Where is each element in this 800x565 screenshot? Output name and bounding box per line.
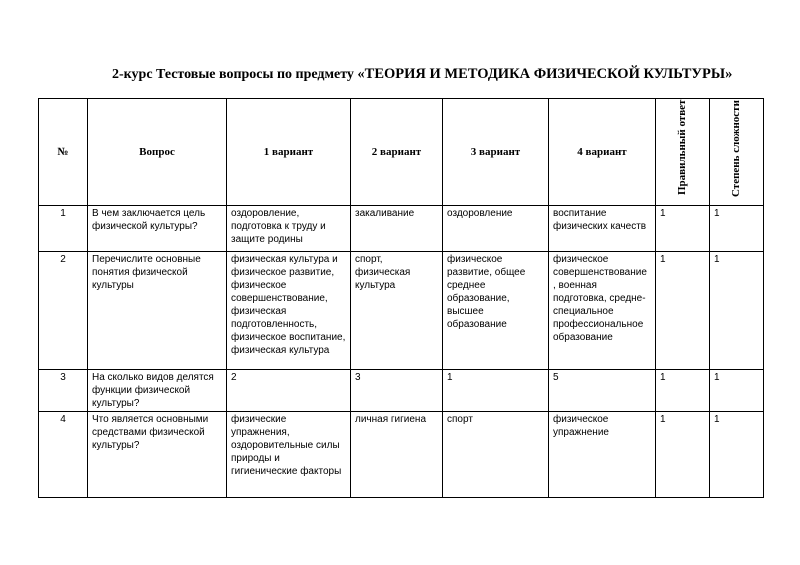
variant-1-cell: оздоровление, подготовка к труду и защите родины xyxy=(227,206,351,252)
variant-1-cell: 2 xyxy=(227,370,351,412)
row-number: 3 xyxy=(39,370,88,412)
question-cell: В чем заключается цель физической культуры? xyxy=(88,206,227,252)
difficulty-cell: 1 xyxy=(710,206,764,252)
table-row xyxy=(39,412,764,498)
variant-1-cell: физические упражнения, оздоровительные силы природы и гигиенические факторы xyxy=(227,412,351,498)
title-subject: «ТЕОРИЯ И МЕТОДИКА ФИЗИЧЕСКОЙ КУЛЬТУРЫ» xyxy=(357,66,733,82)
question-cell: На сколько видов делятся функции физической культуры? xyxy=(88,370,227,412)
variant-1-cell: физическая культура и физическое развитие, физическое совершенствование, физическая подготовленность, физическое воспитание, физическая культура xyxy=(227,252,351,370)
row-number: 4 xyxy=(39,412,88,498)
header-difficulty: Степень сложности xyxy=(710,99,764,206)
document-title xyxy=(112,66,752,83)
row-number: 1 xyxy=(39,206,88,252)
variant-4-cell: 5 xyxy=(549,370,656,412)
variant-3-cell: оздоровление xyxy=(443,206,549,252)
question-cell: Что является основными средствами физической культуры? xyxy=(88,412,227,498)
header-variant-2: 2 вариант xyxy=(351,99,443,206)
header-correct-answer: Правильный ответ xyxy=(656,99,710,206)
header-variant-3: 3 вариант xyxy=(443,99,549,206)
variant-3-cell: 1 xyxy=(443,370,549,412)
header-number: № xyxy=(39,99,88,206)
table-row xyxy=(39,206,764,252)
header-question: Вопрос xyxy=(88,99,227,206)
correct-answer-cell: 1 xyxy=(656,206,710,252)
variant-2-cell: закаливание xyxy=(351,206,443,252)
header-row xyxy=(39,99,764,206)
row-number: 2 xyxy=(39,252,88,370)
question-cell: Перечислите основные понятия физической культуры xyxy=(88,252,227,370)
variant-2-cell: личная гигиена xyxy=(351,412,443,498)
variant-2-cell: 3 xyxy=(351,370,443,412)
test-questions-table xyxy=(38,98,764,498)
correct-answer-cell: 1 xyxy=(656,370,710,412)
title-prefix: 2-курс Тестовые вопросы по предмету xyxy=(112,67,354,82)
variant-4-cell: физическое совершенствование , военная подготовка, средне-специальное профессиональное образование xyxy=(549,252,656,370)
variant-4-cell: воспитание физических качеств xyxy=(549,206,656,252)
variant-3-cell: спорт xyxy=(443,412,549,498)
header-variant-4: 4 вариант xyxy=(549,99,656,206)
variant-2-cell: спорт, физическая культура xyxy=(351,252,443,370)
difficulty-cell: 1 xyxy=(710,412,764,498)
correct-answer-cell: 1 xyxy=(656,252,710,370)
variant-4-cell: физическое упражнение xyxy=(549,412,656,498)
variant-3-cell: физическое развитие, общее среднее образование, высшее образование xyxy=(443,252,549,370)
header-variant-1: 1 вариант xyxy=(227,99,351,206)
difficulty-cell: 1 xyxy=(710,252,764,370)
table-row xyxy=(39,370,764,412)
difficulty-cell: 1 xyxy=(710,370,764,412)
table-row xyxy=(39,252,764,370)
correct-answer-cell: 1 xyxy=(656,412,710,498)
